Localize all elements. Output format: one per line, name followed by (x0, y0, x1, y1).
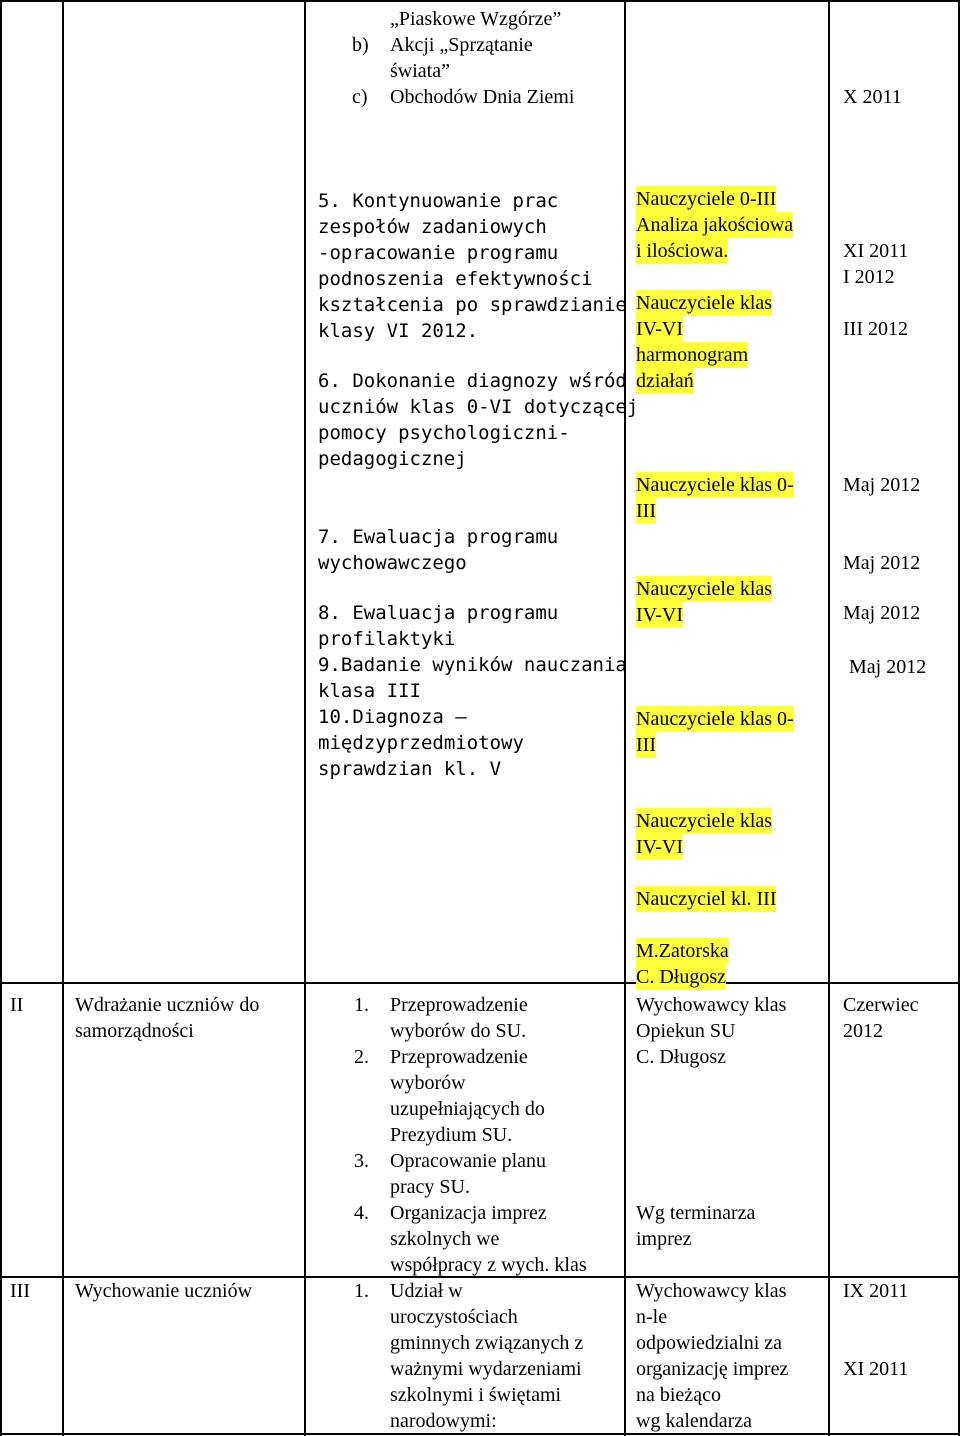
task-list (354, 1278, 583, 1434)
top-item-b-line2: świata” (390, 60, 450, 82)
responsible-line: M.Zatorska (636, 940, 729, 962)
responsible-line: IV-VI (636, 604, 684, 626)
list-item: 4. Organizacja imprez szkolnych we współpracy z wych. klas (354, 1202, 587, 1276)
row-number: II (10, 994, 24, 1016)
responsible-line: Nauczyciele klas (636, 292, 773, 314)
task-list (354, 992, 587, 1278)
column-border-2 (62, 0, 64, 1436)
responsible-line: wg kalendarza (636, 1410, 753, 1432)
top-item-b-line1: Akcji „Sprzątanie (390, 34, 533, 56)
top-item-c-text: Obchodów Dnia Ziemi (390, 86, 575, 108)
date-line: XI 2011 (843, 1358, 909, 1380)
responsible-line: Wychowawcy klas (636, 994, 787, 1016)
responsible-line: Wychowawcy klas (636, 1280, 787, 1302)
row-border-top (0, 0, 960, 2)
responsible-line: Nauczyciele klas (636, 578, 773, 600)
task-line: 9.Badanie wyników nauczania (318, 654, 627, 676)
task-line: międzyprzedmiotowy (318, 732, 524, 754)
task-line: 8. Ewaluacja programu (318, 602, 559, 624)
date-line: Czerwiec (843, 994, 919, 1016)
column-border-5 (828, 0, 830, 1436)
responsible-line: III (636, 734, 656, 756)
task-line: klasy VI 2012. (318, 320, 479, 342)
task-line: pedagogicznej (318, 448, 467, 470)
task-line: 5. Kontynuowanie prac (318, 190, 559, 212)
date-line: III 2012 (843, 318, 908, 340)
top-item-c-marker: c) (352, 86, 368, 108)
date-line: IX 2011 (843, 1280, 909, 1302)
task-line: 10.Diagnoza – (318, 706, 467, 728)
task-line: 6. Dokonanie diagnozy wśród (318, 370, 627, 392)
date-line: XI 2011 (843, 240, 909, 262)
responsible-line: Nauczyciel kl. III (636, 888, 777, 910)
task-line: 7. Ewaluacja programu (318, 526, 559, 548)
responsible-line: n-le (636, 1306, 668, 1328)
list-item: 2. Przeprowadzenie wyborów uzupełniających do Prezydium SU. (354, 1046, 545, 1146)
responsible-line: odpowiedzialni za (636, 1332, 783, 1354)
task-line: kształcenia po sprawdzianie (318, 294, 627, 316)
responsible-line: Opiekun SU (636, 1020, 736, 1042)
date-line: Maj 2012 (843, 602, 921, 624)
responsible-line: III (636, 500, 656, 522)
task-line: klasa III (318, 680, 421, 702)
responsible-line: Analiza jakościowa (636, 214, 794, 236)
row-border-2 (0, 982, 960, 984)
responsible-line: Nauczyciele 0-III (636, 188, 777, 210)
responsible-line: C. Długosz (636, 1046, 726, 1068)
list-item: 1. Przeprowadzenie wyborów do SU. (354, 994, 528, 1042)
task-line: wychowawczego (318, 552, 467, 574)
date-line: Maj 2012 (849, 656, 927, 678)
responsible-line: organizację imprez (636, 1358, 789, 1380)
date-line: Maj 2012 (843, 474, 921, 496)
responsible-line: Nauczyciele klas 0- (636, 708, 794, 730)
top-item-a: „Piaskowe Wzgórze” (390, 8, 562, 30)
task-line: profilaktyki (318, 628, 456, 650)
responsible-line: harmonogram (636, 344, 749, 366)
responsible-line: działań (636, 370, 694, 392)
task-line: -opracowanie programu (318, 242, 559, 264)
task-line: zespołów zadaniowych (318, 216, 547, 238)
column-border-3 (304, 0, 306, 1436)
task-line: pomocy psychologiczni- (318, 422, 570, 444)
top-date: X 2011 (843, 86, 902, 108)
column-border-4 (624, 0, 626, 1436)
top-item-b-marker: b) (352, 34, 369, 56)
list-item: 1. Udział w uroczystościach gminnych związanych z ważnymi wydarzeniami szkolnymi i świętami narodowymi: (354, 1280, 584, 1432)
row-number: III (10, 1280, 30, 1302)
column-border-1 (0, 0, 2, 1436)
task-line: sprawdzian kl. V (318, 758, 502, 780)
responsible-line: i ilościowa. (636, 240, 729, 262)
area-line: Wdrażanie uczniów do (75, 994, 260, 1016)
responsible-line: Nauczyciele klas (636, 810, 773, 832)
date-line: Maj 2012 (843, 552, 921, 574)
responsible-line: IV-VI (636, 318, 684, 340)
task-line: uczniów klas 0-VI dotyczącej (318, 396, 639, 418)
date-line: I 2012 (843, 266, 895, 288)
area-line: samorządności (75, 1020, 194, 1042)
task-line: podnoszenia efektywności (318, 268, 593, 290)
responsible-line: na bieżąco (636, 1384, 721, 1406)
responsible-line: C. Długosz (636, 966, 726, 988)
date-line: 2012 (843, 1020, 883, 1042)
responsible-line: imprez (636, 1228, 692, 1250)
responsible-line: Wg terminarza (636, 1202, 756, 1224)
responsible-line: IV-VI (636, 836, 684, 858)
responsible-line: Nauczyciele klas 0- (636, 474, 794, 496)
area-line: Wychowanie uczniów (75, 1280, 253, 1302)
list-item: 3. Opracowanie planu pracy SU. (354, 1150, 547, 1198)
